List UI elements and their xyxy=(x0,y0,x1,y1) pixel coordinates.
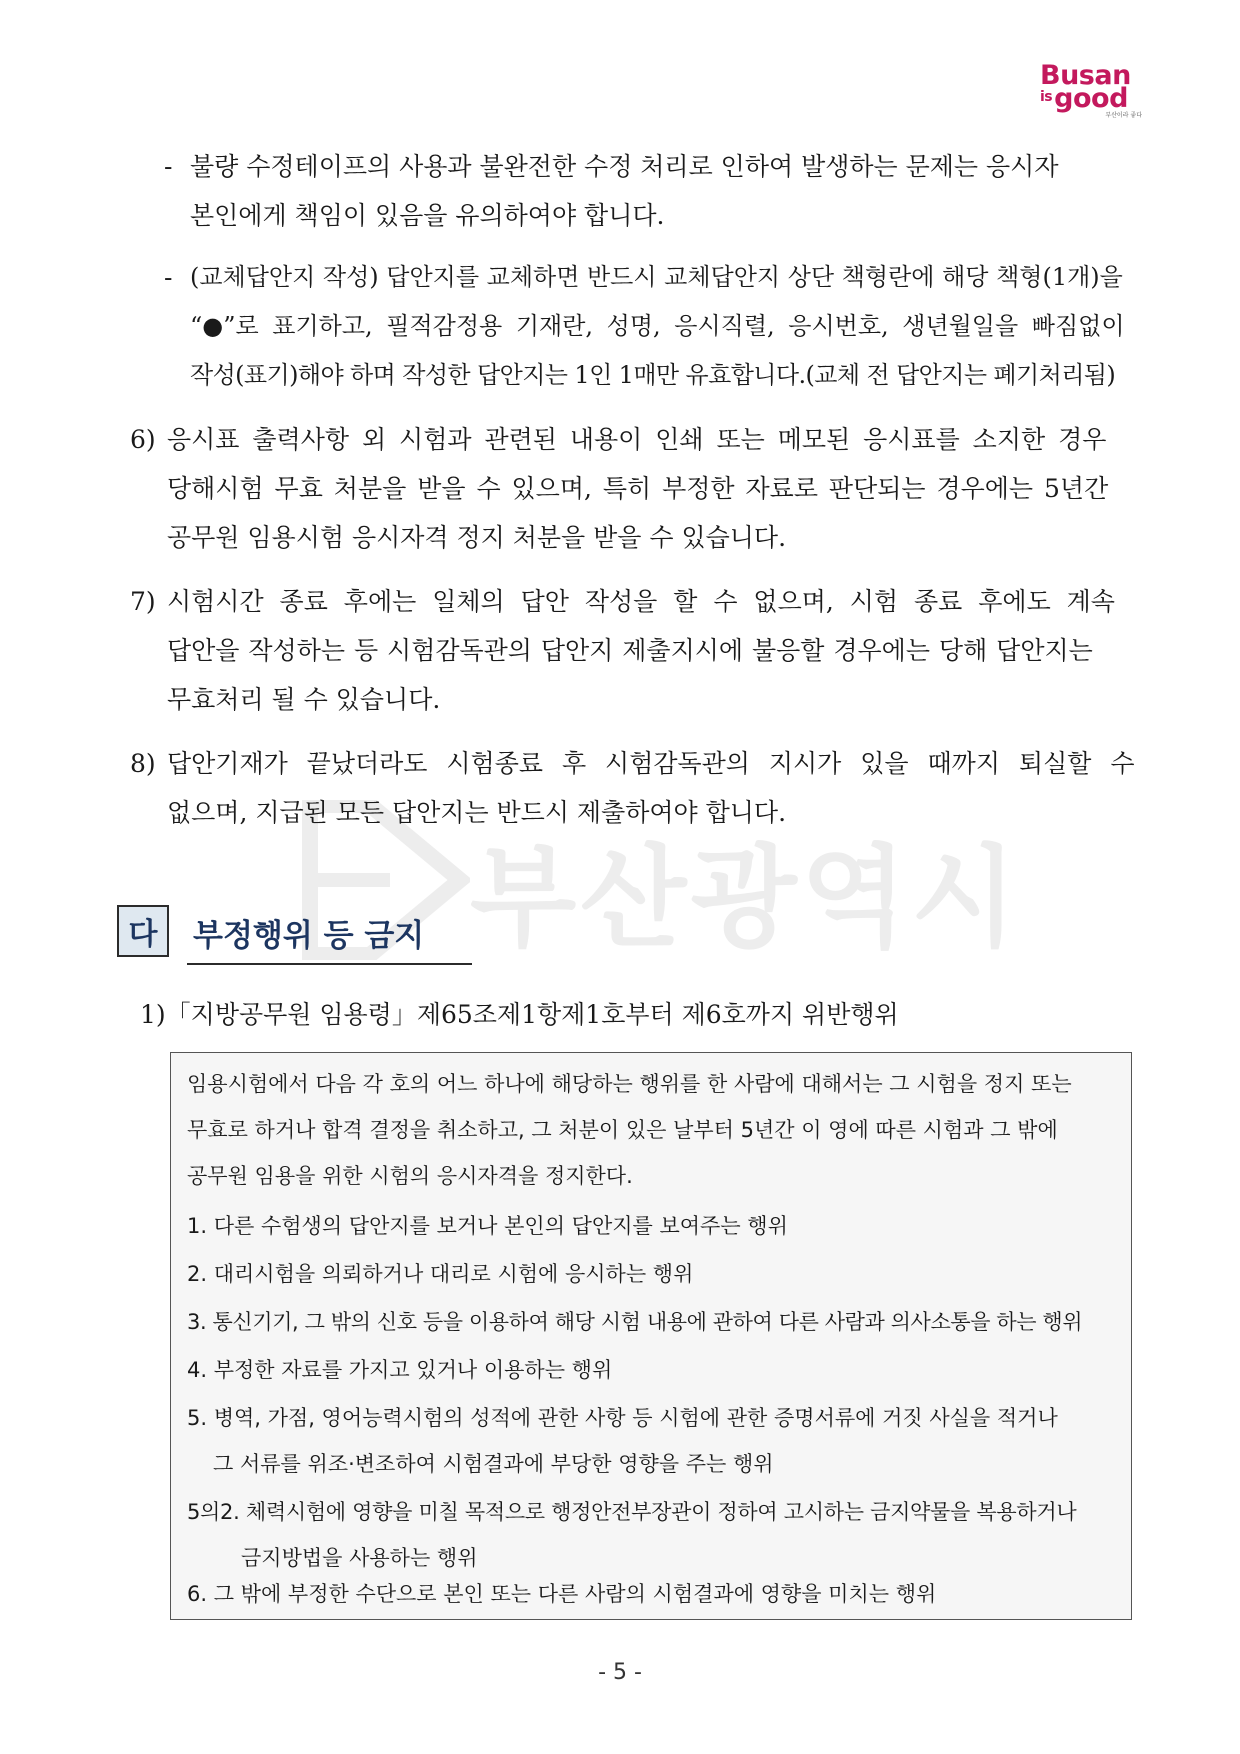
section-underline xyxy=(187,963,472,965)
item-number: 6) xyxy=(130,425,156,454)
item-line: 당해시험 무효 처분을 받을 수 있으며, 특히 부정한 자료로 판단되는 경우에는 5년간 xyxy=(167,474,1109,503)
law-item: 5의2. 체력시험에 영향을 미칠 목적으로 행정안전부장관이 정하여 고시하는 금지약물을 복용하거나 xyxy=(187,1500,1077,1524)
subsection-text: 「지방공무원 임용령」제65조제1항제1호부터 제6호까지 위반행위 xyxy=(165,1000,899,1029)
watermark-text: 부산광역시 xyxy=(470,834,1022,962)
law-intro-line: 무효로 하거나 합격 결정을 취소하고, 그 처분이 있은 날부터 5년간 이 영에 따른 시험과 그 밖에 xyxy=(187,1118,1058,1142)
law-excerpt-box xyxy=(170,1052,1132,1620)
busan-is-good-logo xyxy=(1040,62,1150,119)
item-line: 답안기재가 끝났더라도 시험종료 후 시험감독관의 지시가 있을 때까지 퇴실할 수 xyxy=(167,749,1135,778)
bullet-line: “●”로 표기하고, 필적감정용 기재란, 성명, 응시직렬, 응시번호, 생년월일을 빠짐없이 xyxy=(190,312,1125,340)
law-item: 5. 병역, 가점, 영어능력시험의 성적에 관한 사항 등 시험에 관한 증명서류에 거짓 사실을 적거나 xyxy=(187,1406,1058,1430)
item-line: 무효처리 될 수 있습니다. xyxy=(167,685,441,714)
item-number: 7) xyxy=(130,587,156,616)
logo-line1: Busan xyxy=(1040,60,1131,91)
item-line: 답안을 작성하는 등 시험감독관의 답안지 제출지시에 불응할 경우에는 당해 답안지는 xyxy=(167,636,1093,665)
bullet-line: 작성(표기)해야 하며 작성한 답안지는 1인 1매만 유효합니다.(교체 전 답안지는 폐기처리됨) xyxy=(190,361,1116,389)
logo-tagline: 부산이라 좋다 xyxy=(1105,112,1142,119)
law-item-continuation: 금지방법을 사용하는 행위 xyxy=(241,1546,478,1570)
subsection-number: 1) xyxy=(140,1000,166,1029)
law-item: 2. 대리시험을 의뢰하거나 대리로 시험에 응시하는 행위 xyxy=(187,1262,694,1286)
law-item: 4. 부정한 자료를 가지고 있거나 이용하는 행위 xyxy=(187,1358,613,1382)
section-marker: 다 xyxy=(117,905,169,957)
law-item-continuation: 그 서류를 위조·변조하여 시험결과에 부당한 영향을 주는 행위 xyxy=(213,1452,774,1476)
law-item: 3. 통신기기, 그 밖의 신호 등을 이용하여 해당 시험 내용에 관하여 다른 사람과 의사소통을 하는 행위 xyxy=(187,1310,1083,1334)
law-item: 6. 그 밖에 부정한 수단으로 본인 또는 다른 사람의 시험결과에 영향을 미치는 행위 xyxy=(187,1582,937,1606)
law-intro-line: 임용시험에서 다음 각 호의 어느 하나에 해당하는 행위를 한 사람에 대해서는 그 시험을 정지 또는 xyxy=(187,1072,1072,1096)
bullet-line: 불량 수정테이프의 사용과 불완전한 수정 처리로 인하여 발생하는 문제는 응시자 xyxy=(190,152,1059,181)
law-intro-line: 공무원 임용을 위한 시험의 응시자격을 정지한다. xyxy=(187,1164,633,1188)
section-title: 부정행위 등 금지 xyxy=(193,918,425,954)
bullet-marker: - xyxy=(164,263,173,292)
item-line: 시험시간 종료 후에는 일체의 답안 작성을 할 수 없으며, 시험 종료 후에도 계속 xyxy=(167,587,1115,616)
logo-line2: $^{is}$good xyxy=(1040,83,1128,114)
bullet-line: 본인에게 책임이 있음을 유의하여야 합니다. xyxy=(190,201,665,230)
subsection xyxy=(140,990,899,1039)
item-line: 응시표 출력사항 외 시험과 관련된 내용이 인쇄 또는 메모된 응시표를 소지한 경우 xyxy=(167,425,1107,454)
page-number: - 5 - xyxy=(598,1660,642,1685)
item-line: 없으며, 지급된 모든 답안지는 반드시 제출하여야 합니다. xyxy=(167,798,787,827)
bullet-line: (교체답안지 작성) 답안지를 교체하면 반드시 교체답안지 상단 책형란에 해당 책형(1개)을 xyxy=(190,263,1123,291)
item-number: 8) xyxy=(130,749,156,778)
bullet-marker: - xyxy=(164,152,173,181)
item-line: 공무원 임용시험 응시자격 정지 처분을 받을 수 있습니다. xyxy=(167,523,787,552)
law-item: 1. 다른 수험생의 답안지를 보거나 본인의 답안지를 보여주는 행위 xyxy=(187,1214,788,1238)
